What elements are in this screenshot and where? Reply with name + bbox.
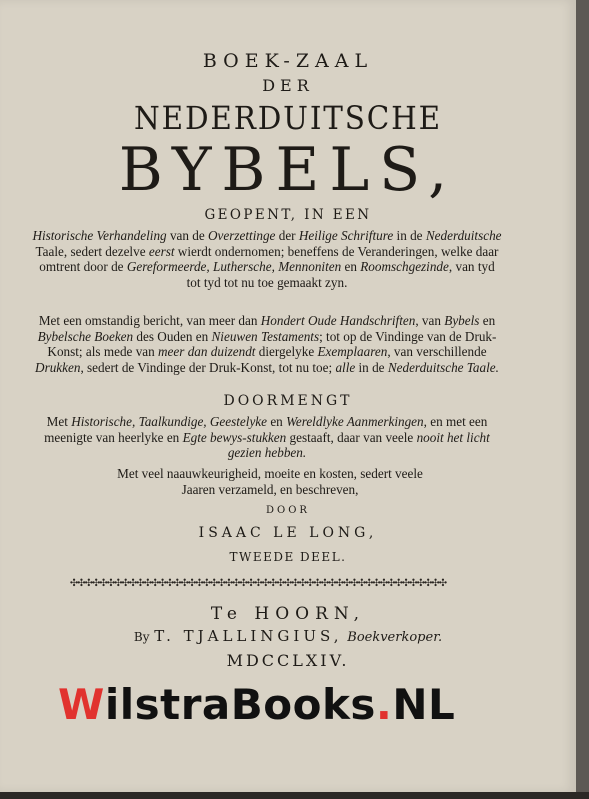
watermark-rest: ilstraBooks bbox=[104, 680, 376, 729]
text-span: Bybelsche Boeken bbox=[37, 328, 134, 344]
imprint-publisher: T. TJALLINGIUS, bbox=[154, 627, 343, 645]
imprint-publisher-line bbox=[0, 627, 576, 645]
text-span: , en met een meenigte van heerlyke en bbox=[44, 414, 488, 445]
title-line-der: DER bbox=[262, 76, 314, 95]
text-span: Egte bewys-stukken bbox=[182, 429, 287, 445]
text-span: in de bbox=[355, 359, 388, 375]
title-line-geopent: GEOPENT, IN EEN bbox=[204, 207, 372, 223]
text-span: Heilige Schrifture bbox=[298, 228, 394, 243]
subtitle-paragraph-4: Met veel naauwkeurigheid, moeite en kosten, sedert veele Jaaren verzameld, en beschreven, bbox=[117, 466, 423, 497]
text-span: , sedert de Vindinge der Druk-Konst, tot nu toe; bbox=[80, 359, 336, 375]
author-name: ISAAC LE LONG, bbox=[198, 525, 378, 541]
text-span: Met bbox=[46, 414, 72, 429]
text-span: Wereldlyke Aanmerkingen bbox=[286, 414, 424, 429]
text-span: en bbox=[341, 259, 361, 275]
text-span: Historische, Taalkundige, Geestelyke bbox=[71, 414, 268, 429]
title-line-boek-zaal: BOEK-ZAAL bbox=[202, 50, 374, 72]
subtitle-paragraph-2 bbox=[32, 313, 502, 375]
text-span: Nederduitsche bbox=[425, 228, 502, 243]
text-span: nooit het licht gezien hebben. bbox=[227, 429, 490, 461]
imprint-place: Te HOORN, bbox=[210, 604, 366, 624]
text-span: wierdt ondernomen; beneffens de Veranderingen, welke daar omtrent door de bbox=[39, 243, 499, 275]
watermark-dot: . bbox=[375, 680, 393, 729]
subtitle-paragraph-3 bbox=[32, 414, 502, 461]
text-span: van de bbox=[166, 228, 209, 243]
text-span: des Ouden en bbox=[133, 328, 212, 344]
text-span: Drukken bbox=[35, 359, 81, 375]
title-line-nederduitsche: NEDERDUITSCHE bbox=[134, 99, 442, 137]
text-span: der bbox=[275, 228, 299, 243]
text-span: Met een omstandig bericht, van meer dan bbox=[38, 313, 261, 328]
imprint-year: MDCCLXIV. bbox=[226, 651, 350, 670]
text-span: in de bbox=[393, 228, 426, 243]
imprint-by: By bbox=[133, 630, 150, 644]
text-span: Taale, sedert dezelve bbox=[35, 243, 149, 259]
watermark-nl: NL bbox=[392, 680, 456, 729]
subtitle-paragraph-1 bbox=[32, 228, 502, 290]
text-span: en bbox=[267, 414, 287, 429]
text-span: Historische Verhandeling bbox=[32, 228, 167, 243]
title-line-bybels: BYBELS, bbox=[118, 135, 458, 205]
text-span: , van tyd tot tyd tot nu toe gemaakt zyn. bbox=[186, 259, 495, 290]
text-span: , van bbox=[415, 313, 445, 328]
text-span: gestaaft, daar van veele bbox=[286, 429, 417, 445]
text-span: ; tot op de Vindinge van de Druk-Konst; als mede van bbox=[47, 328, 497, 360]
text-span: Nederduitsche Taale. bbox=[387, 359, 499, 375]
watermark-w: W bbox=[58, 680, 105, 729]
printers-ornament-rule: ✣✣✣✣✣✣✣✣✣✣✣✣✣✣✣✣✣✣✣✣✣✣✣✣✣✣✣✣✣✣✣✣✣✣✣✣✣✣✣✣✣✣✣✣✣✣✣✣✣✣✣ bbox=[69, 578, 447, 589]
door-label: DOOR bbox=[266, 505, 310, 516]
text-span: Nieuwen Testaments bbox=[211, 328, 320, 344]
volume-label: TWEEDE DEEL. bbox=[229, 550, 347, 564]
text-span: Bybels bbox=[444, 313, 480, 328]
text-span: , van verschillende bbox=[387, 344, 487, 360]
text-span: Exemplaaren bbox=[317, 344, 388, 360]
imprint-role: Boekverkoper. bbox=[347, 630, 443, 645]
wilstrabooks-watermark bbox=[58, 680, 528, 729]
text-span: diergelyke bbox=[255, 344, 318, 360]
text-span: alle bbox=[335, 359, 356, 375]
text-span: Hondert Oude Handschriften bbox=[260, 313, 416, 328]
doormengt-heading: DOORMENGT bbox=[223, 393, 353, 409]
text-span: meer dan duizendt bbox=[158, 344, 256, 360]
text-span: Roomschgezinde bbox=[360, 259, 449, 275]
text-span: Gereformeerde, Luthersche, Mennoniten bbox=[126, 259, 342, 275]
book-spine-edge bbox=[576, 0, 589, 799]
text-span: Overzettinge bbox=[208, 228, 276, 243]
book-bottom-edge bbox=[0, 792, 589, 799]
text-span: en bbox=[479, 313, 496, 328]
text-span: eerst bbox=[148, 243, 175, 259]
